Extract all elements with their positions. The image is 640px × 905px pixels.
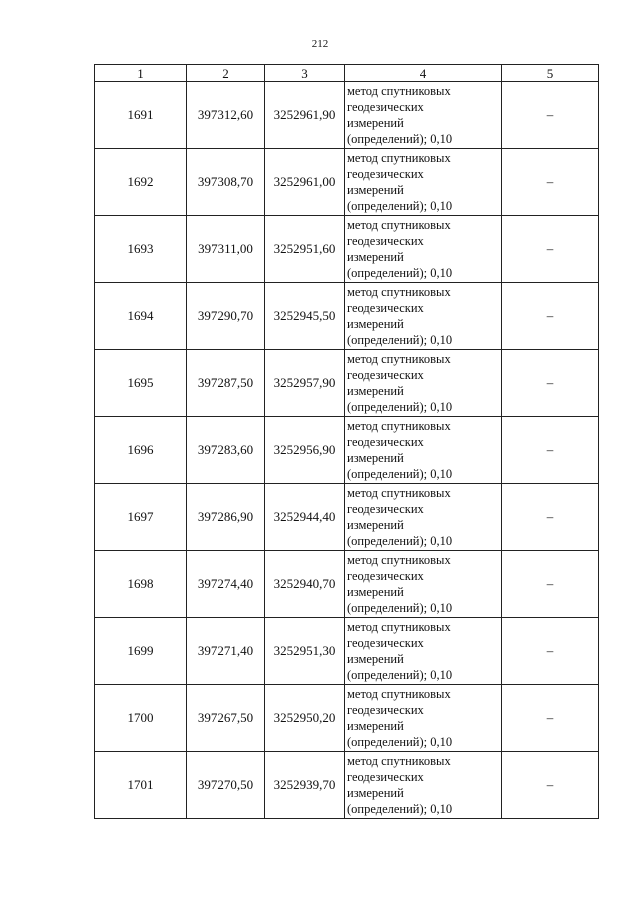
column-5-value: – <box>502 417 599 484</box>
method-line: (определений); 0,10 <box>347 467 453 481</box>
coordinate-x: 397270,50 <box>187 752 265 819</box>
table-row <box>95 484 599 551</box>
method-line: измерений <box>347 518 404 532</box>
column-header-4: 4 <box>345 65 502 82</box>
method-line: измерений <box>347 652 404 666</box>
method-line: измерений <box>347 250 404 264</box>
column-5-value: – <box>502 283 599 350</box>
method-line: измерений <box>347 451 404 465</box>
coordinate-y: 3252961,90 <box>265 82 345 149</box>
method-line: геодезических <box>347 502 424 516</box>
table-row <box>95 685 599 752</box>
method-line: измерений <box>347 786 404 800</box>
column-header-1: 1 <box>95 65 187 82</box>
method-line: (определений); 0,10 <box>347 735 453 749</box>
table-row <box>95 283 599 350</box>
method-line: измерений <box>347 183 404 197</box>
method-line: геодезических <box>347 770 424 784</box>
table-row <box>95 752 599 819</box>
method-accuracy <box>345 551 502 618</box>
method-line: метод спутниковых <box>347 687 451 701</box>
method-line: метод спутниковых <box>347 754 451 768</box>
coordinate-x: 397286,90 <box>187 484 265 551</box>
point-number: 1700 <box>95 685 187 752</box>
page-number: 212 <box>311 38 329 50</box>
method-line: (определений); 0,10 <box>347 601 453 615</box>
method-line: измерений <box>347 116 404 130</box>
method-line: метод спутниковых <box>347 151 451 165</box>
coordinate-y: 3252939,70 <box>265 752 345 819</box>
method-line: геодезических <box>347 301 424 315</box>
column-5-value: – <box>502 752 599 819</box>
method-line: геодезических <box>347 234 424 248</box>
column-header-2: 2 <box>187 65 265 82</box>
method-line: измерений <box>347 719 404 733</box>
coordinate-x: 397274,40 <box>187 551 265 618</box>
method-line: метод спутниковых <box>347 553 451 567</box>
column-5-value: – <box>502 82 599 149</box>
coordinate-y: 3252951,30 <box>265 618 345 685</box>
point-number: 1697 <box>95 484 187 551</box>
column-header-3: 3 <box>265 65 345 82</box>
coordinate-x: 397283,60 <box>187 417 265 484</box>
table-header-row <box>95 65 599 82</box>
method-line: метод спутниковых <box>347 486 451 500</box>
method-accuracy <box>345 283 502 350</box>
coordinate-x: 397290,70 <box>187 283 265 350</box>
method-line: геодезических <box>347 368 424 382</box>
table-body <box>95 82 599 819</box>
method-line: (определений); 0,10 <box>347 400 453 414</box>
method-line: (определений); 0,10 <box>347 266 453 280</box>
method-accuracy <box>345 752 502 819</box>
method-line: геодезических <box>347 435 424 449</box>
coordinate-x: 397308,70 <box>187 149 265 216</box>
table-row <box>95 551 599 618</box>
method-line: метод спутниковых <box>347 419 451 433</box>
method-line: (определений); 0,10 <box>347 534 453 548</box>
method-accuracy <box>345 82 502 149</box>
point-number: 1695 <box>95 350 187 417</box>
method-accuracy <box>345 350 502 417</box>
coordinate-x: 397271,40 <box>187 618 265 685</box>
table-row <box>95 417 599 484</box>
coordinate-y: 3252957,90 <box>265 350 345 417</box>
column-5-value: – <box>502 216 599 283</box>
method-line: геодезических <box>347 167 424 181</box>
coordinate-x: 397267,50 <box>187 685 265 752</box>
table-row <box>95 350 599 417</box>
column-5-value: – <box>502 149 599 216</box>
column-5-value: – <box>502 551 599 618</box>
point-number: 1692 <box>95 149 187 216</box>
table-row <box>95 149 599 216</box>
coordinate-y: 3252944,40 <box>265 484 345 551</box>
column-5-value: – <box>502 618 599 685</box>
point-number: 1694 <box>95 283 187 350</box>
point-number: 1691 <box>95 82 187 149</box>
point-number: 1698 <box>95 551 187 618</box>
column-5-value: – <box>502 685 599 752</box>
column-5-value: – <box>502 350 599 417</box>
coordinate-y: 3252956,90 <box>265 417 345 484</box>
method-accuracy <box>345 618 502 685</box>
method-line: геодезических <box>347 636 424 650</box>
method-accuracy <box>345 216 502 283</box>
point-number: 1696 <box>95 417 187 484</box>
method-line: геодезических <box>347 100 424 114</box>
method-line: метод спутниковых <box>347 218 451 232</box>
method-line: метод спутниковых <box>347 620 451 634</box>
coordinate-x: 397311,00 <box>187 216 265 283</box>
table-row <box>95 82 599 149</box>
method-line: геодезических <box>347 703 424 717</box>
table-row <box>95 618 599 685</box>
coordinate-y: 3252940,70 <box>265 551 345 618</box>
method-accuracy <box>345 417 502 484</box>
method-accuracy <box>345 484 502 551</box>
method-line: (определений); 0,10 <box>347 199 453 213</box>
coordinate-y: 3252951,60 <box>265 216 345 283</box>
method-line: геодезических <box>347 569 424 583</box>
coordinate-x: 397312,60 <box>187 82 265 149</box>
point-number: 1693 <box>95 216 187 283</box>
method-line: измерений <box>347 317 404 331</box>
coordinate-y: 3252950,20 <box>265 685 345 752</box>
point-number: 1701 <box>95 752 187 819</box>
column-header-5: 5 <box>502 65 599 82</box>
point-number: 1699 <box>95 618 187 685</box>
method-line: (определений); 0,10 <box>347 333 453 347</box>
coordinate-y: 3252961,00 <box>265 149 345 216</box>
method-accuracy <box>345 149 502 216</box>
coordinate-x: 397287,50 <box>187 350 265 417</box>
method-line: (определений); 0,10 <box>347 802 453 816</box>
column-5-value: – <box>502 484 599 551</box>
method-line: метод спутниковых <box>347 285 451 299</box>
table-row <box>95 216 599 283</box>
method-line: (определений); 0,10 <box>347 132 453 146</box>
coordinates-table <box>94 64 599 819</box>
method-line: измерений <box>347 585 404 599</box>
method-line: метод спутниковых <box>347 84 451 98</box>
method-accuracy <box>345 685 502 752</box>
method-line: измерений <box>347 384 404 398</box>
method-line: (определений); 0,10 <box>347 668 453 682</box>
coordinate-y: 3252945,50 <box>265 283 345 350</box>
method-line: метод спутниковых <box>347 352 451 366</box>
